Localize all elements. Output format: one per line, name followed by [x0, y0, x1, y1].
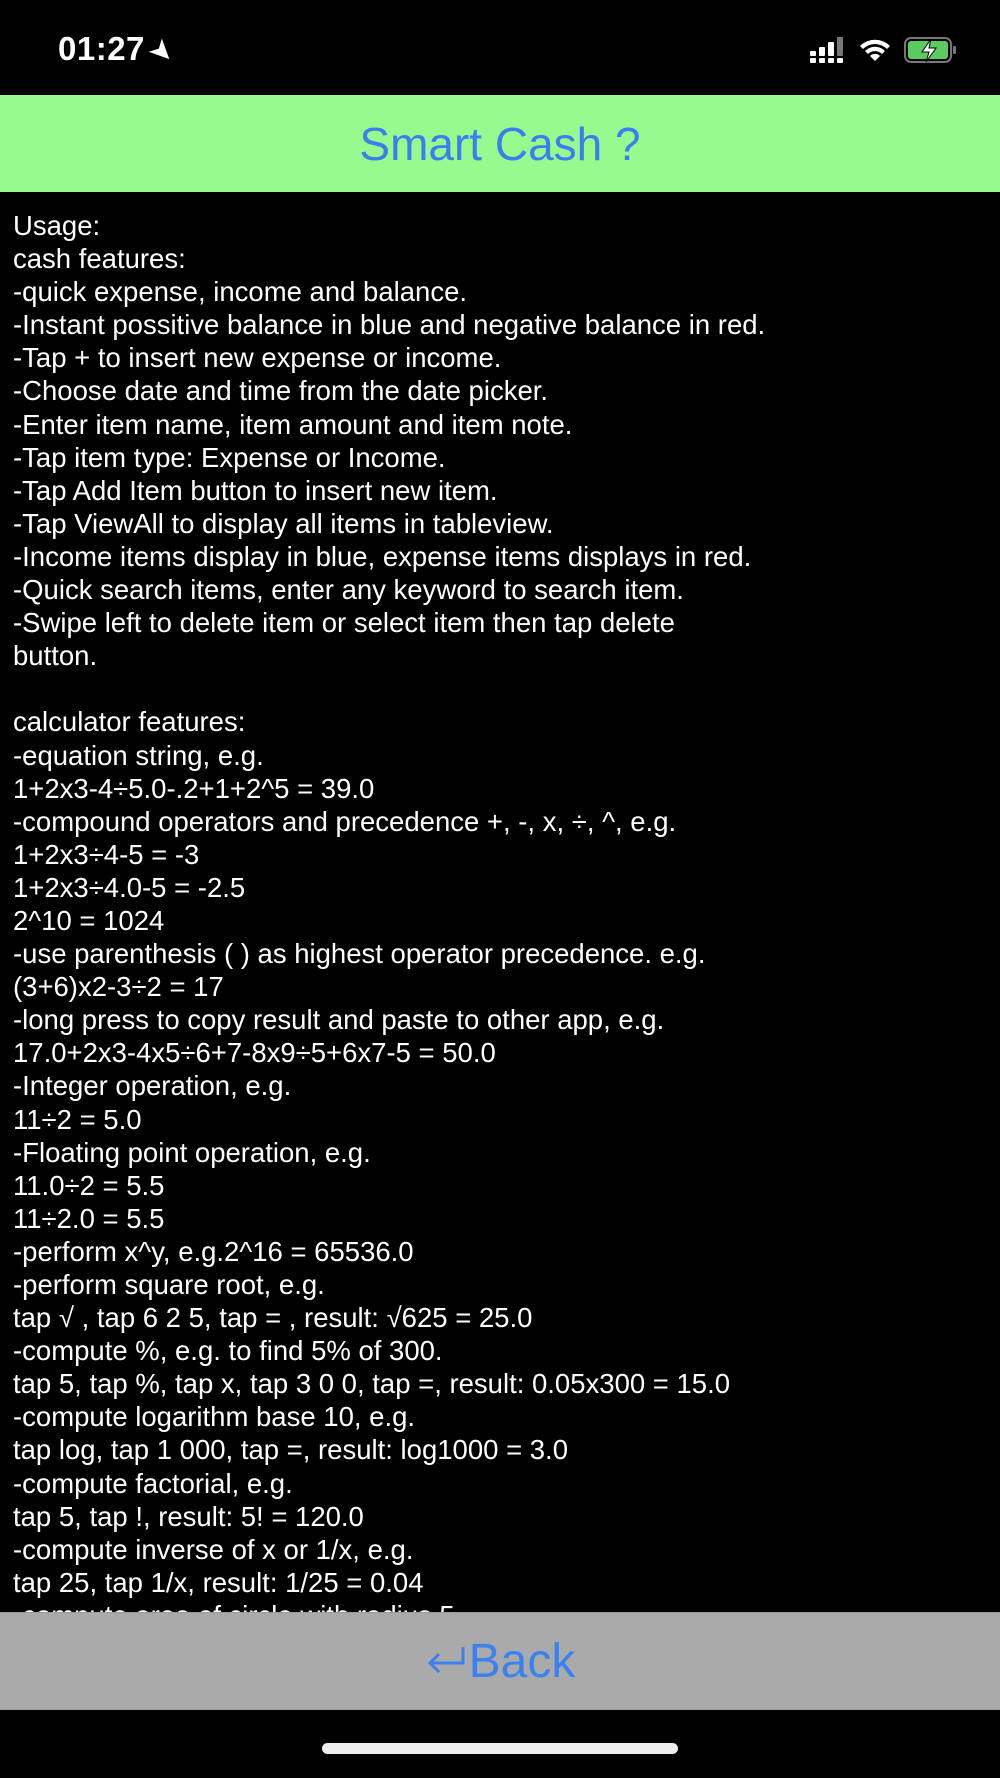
usage-line: -perform x^y, e.g.2^16 = 65536.0	[13, 1235, 414, 1267]
usage-line: -Instant possitive balance in blue and negative balance in red.	[13, 309, 766, 341]
usage-line: -compute %, e.g. to find 5% of 300.	[13, 1335, 443, 1367]
usage-line: (3+6)x2-3÷2 = 17	[13, 971, 224, 1003]
usage-line: tap log, tap 1 000, tap =, result: log1000 = 3.0	[13, 1434, 568, 1466]
status-icons	[810, 36, 958, 64]
usage-line: -Tap + to insert new expense or income.	[13, 342, 502, 374]
status-time: 01:27	[58, 30, 145, 67]
usage-line: -Integer operation, e.g.	[13, 1070, 292, 1102]
usage-line: 11.0÷2 = 5.5	[13, 1169, 165, 1201]
usage-line	[0, 672, 1000, 705]
battery-charging-icon	[904, 36, 958, 64]
usage-line: 11÷2 = 5.0	[13, 1103, 142, 1135]
usage-line: button.	[13, 640, 98, 672]
usage-line: tap 25, tap 1/x, result: 1/25 = 0.04	[13, 1566, 424, 1598]
back-button[interactable]	[425, 1634, 576, 1689]
usage-text-view[interactable]	[0, 209, 1000, 1612]
usage-line: -Choose date and time from the date picker.	[13, 375, 549, 407]
usage-line: -Enter item name, item amount and item note.	[13, 408, 573, 440]
usage-line: tap 5, tap %, tap x, tap 3 0 0, tap =, result: 0.05x300 = 15.0	[13, 1368, 731, 1400]
status-bar	[0, 0, 1000, 95]
home-indicator[interactable]	[322, 1743, 678, 1754]
usage-line: 1+2x3÷4.0-5 = -2.5	[13, 871, 246, 903]
usage-line: Usage:	[13, 210, 101, 241]
page-title: Smart Cash ?	[359, 117, 641, 170]
usage-line: -Tap Add Item button to insert new item.	[13, 474, 498, 506]
usage-line: 11÷2.0 = 5.5	[13, 1202, 165, 1234]
usage-line: cash features:	[13, 243, 186, 275]
status-time-group	[58, 30, 181, 70]
usage-line: -compute factorial, e.g.	[13, 1467, 293, 1499]
usage-line: -compute inverse of x or 1/x, e.g.	[13, 1533, 414, 1565]
usage-line: 2^10 = 1024	[13, 904, 165, 936]
usage-line: -Swipe left to delete item or select item then tap delete	[13, 607, 675, 639]
usage-line: -quick expense, income and balance.	[13, 276, 468, 308]
footer-bar	[0, 1612, 1000, 1710]
usage-line: -Tap item type: Expense or Income.	[13, 441, 446, 473]
signal-icon	[810, 37, 846, 63]
back-label: Back	[468, 1634, 576, 1688]
usage-line: calculator features:	[13, 706, 246, 738]
usage-line: -Floating point operation, e.g.	[13, 1136, 371, 1168]
usage-line: 17.0+2x3-4x5÷6+7-8x9÷5+6x7-5 = 50.0	[13, 1037, 496, 1069]
usage-line: -Tap ViewAll to display all items in tableview.	[13, 507, 554, 539]
return-arrow-icon	[425, 1643, 469, 1679]
usage-line: -use parenthesis ( ) as highest operator precedence. e.g.	[13, 938, 706, 970]
usage-line: -long press to copy result and paste to other app, e.g.	[13, 1004, 665, 1036]
wifi-icon	[858, 37, 892, 63]
usage-line: -compound operators and precedence +, -, x, ÷, ^, e.g.	[13, 805, 677, 837]
usage-line: tap √ , tap 6 2 5, tap = , result: √625 = 25.0	[13, 1302, 533, 1334]
usage-line: -perform square root, e.g.	[13, 1269, 325, 1300]
usage-line: -equation string, e.g.	[13, 739, 264, 771]
usage-line: -Quick search items, enter any keyword to search item.	[13, 574, 684, 606]
usage-line: 1+2x3-4÷5.0-.2+1+2^5 = 39.0	[13, 772, 375, 804]
usage-line: 1+2x3÷4-5 = -3	[13, 838, 200, 870]
location-arrow-icon: ➤	[143, 32, 181, 70]
app-header	[0, 95, 1000, 192]
usage-line: -Income items display in blue, expense items displays in red.	[13, 540, 752, 572]
usage-line: -compute logarithm base 10, e.g.	[13, 1401, 416, 1433]
usage-line: tap 5, tap !, result: 5! = 120.0	[13, 1500, 364, 1532]
